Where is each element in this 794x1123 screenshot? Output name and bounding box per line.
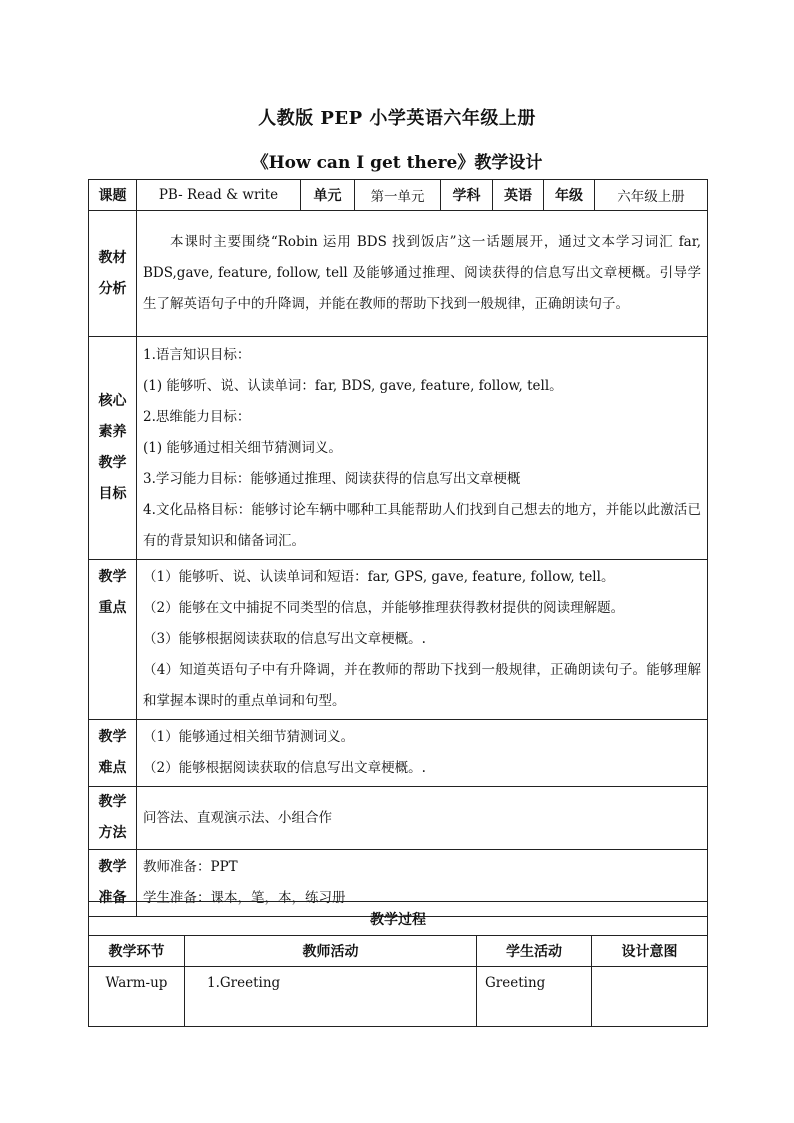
difficulties-content [137, 720, 708, 787]
student-activity: Greeting [477, 967, 592, 1027]
methods-content [137, 787, 708, 850]
objectives-label-line: 教学 [98, 455, 127, 471]
topic-value: PB- Read & write [137, 180, 301, 211]
key-points-label-line: 重点 [98, 600, 127, 616]
objectives-content [137, 337, 708, 560]
process-row [89, 967, 708, 1027]
objective-line: (1) 能够听、说、认读单词：far, BDS, gave, feature, follow, tell。 [143, 377, 563, 394]
key-point-line: （1）能够听、说、认读单词和短语：far, GPS, gave, feature, follow, tell。 [143, 569, 615, 585]
difficulty-line: （1）能够通过相关细节猜测词义。 [143, 729, 355, 745]
lesson-info-table [88, 179, 708, 917]
difficulties-label-line: 教学 [98, 729, 127, 745]
unit-value: 第一单元 [355, 180, 441, 211]
objectives-row [89, 337, 708, 560]
objective-line: 4.文化品格目标：能够讨论车辆中哪种工具能帮助人们找到自己想去的地方，并能以此激活已有的背景知识和储备词汇。 [143, 501, 701, 549]
methods-row [89, 787, 708, 850]
preparation-label-line: 教学 [98, 859, 127, 875]
objective-line: 1.语言知识目标： [143, 346, 251, 363]
material-label-line: 分析 [98, 280, 127, 297]
topic-label: 课题 [89, 180, 137, 211]
document-title: 人教版 PEP 小学英语六年级上册 [258, 108, 536, 129]
teacher-activity: 1.Greeting [185, 967, 477, 1027]
header-row [89, 180, 708, 211]
objective-line: 3.学习能力目标：能够通过推理、阅读获得的信息写出文章梗概 [143, 470, 521, 487]
objective-line: (1) 能够通过相关细节猜测词义。 [143, 439, 342, 456]
process-header-cell: 教学环节 [89, 936, 185, 967]
process-header-cell: 设计意图 [592, 936, 708, 967]
key-points-label [89, 560, 137, 720]
objectives-label-line: 目标 [98, 486, 127, 502]
objectives-label-line: 核心 [98, 393, 127, 409]
methods-text: 问答法、直观演示法、小组合作 [143, 809, 332, 826]
objective-line: 2.思维能力目标： [143, 408, 251, 425]
process-title-row [89, 902, 708, 936]
document-subtitle: 《How can I get there》教学设计 [251, 153, 543, 173]
process-title: 教学过程 [89, 902, 708, 936]
grade-value: 六年级上册 [595, 180, 708, 211]
difficulties-label [89, 720, 137, 787]
methods-label-line: 教学 [98, 794, 127, 810]
key-points-row [89, 560, 708, 720]
difficulties-label-line: 难点 [98, 760, 127, 776]
difficulty-line: （2）能够根据阅读获取的信息写出文章梗概。. [143, 760, 426, 776]
process-header-cell: 学生活动 [477, 936, 592, 967]
key-point-line: （2）能够在文中捕捉不同类型的信息，并能够推理获得教材提供的阅读理解题。 [143, 600, 625, 616]
objectives-label-line: 素养 [98, 424, 127, 440]
difficulties-row [89, 720, 708, 787]
process-header-cell: 教师活动 [185, 936, 477, 967]
methods-label-line: 方法 [98, 825, 127, 841]
subject-label: 学科 [441, 180, 493, 211]
objectives-label [89, 337, 137, 560]
key-points-label-line: 教学 [98, 569, 127, 585]
grade-label: 年级 [544, 180, 595, 211]
unit-label: 单元 [301, 180, 355, 211]
preparation-line: 教师准备：PPT [143, 859, 238, 875]
material-content [137, 211, 708, 337]
key-point-line: （3）能够根据阅读获取的信息写出文章梗概。. [143, 631, 426, 647]
material-text: 本课时主要围绕“Robin 运用 BDS 找到饭店”这一话题展开，通过文本学习词汇 far, BDS,gave, feature, follow, tell 及能够通过推理、阅读获得的信息写出文章梗概。引导学生了解英语句子中的升降调，并能在教师的帮助下找到一般规律，正确朗读句子。 [143, 234, 701, 312]
material-label [89, 211, 137, 337]
key-point-line: （4）知道英语句子中有升降调，并在教师的帮助下找到一般规律，正确朗读句子。能够理解和掌握本课时的重点单词和句型。 [143, 662, 701, 709]
process-table [88, 901, 708, 1027]
process-header-row [89, 936, 708, 967]
subject-value: 英语 [493, 180, 544, 211]
key-points-content [137, 560, 708, 720]
material-row [89, 211, 708, 337]
design-intent [592, 967, 708, 1027]
material-label-line: 教材 [98, 249, 127, 266]
methods-label [89, 787, 137, 850]
preparation-label-line: 准备 [98, 890, 127, 906]
process-stage: Warm-up [89, 967, 185, 1027]
preparation-line: 学生准备：课本，笔，本，练习册 [143, 890, 346, 906]
